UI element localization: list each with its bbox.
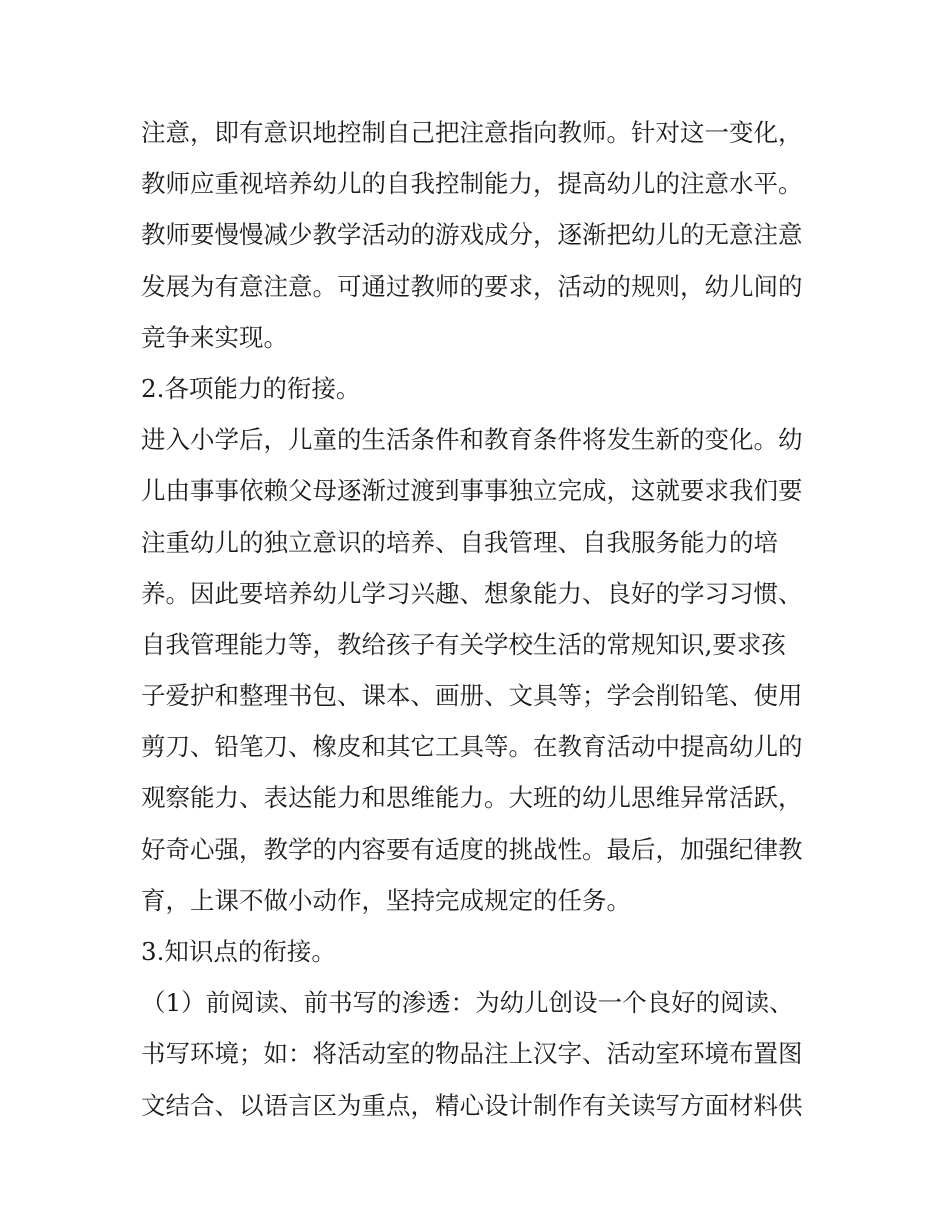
text-line: 观察能力、表达能力和思维能力。大班的幼儿思维异常活跃，	[141, 783, 803, 813]
text-line: 书写环境；如：将活动室的物品注上汉字、活动室环境布置图	[141, 1039, 803, 1069]
text-line: 自我管理能力等，教给孩子有关学校生活的常规知识,要求孩	[141, 629, 786, 659]
text-line: 进入小学后，儿童的生活条件和教育条件将发生新的变化。幼	[141, 425, 803, 455]
text-line: 教师应重视培养幼儿的自我控制能力，提高幼儿的注意水平。	[141, 169, 803, 199]
text-line: 好奇心强，教学的内容要有适度的挑战性。最后，加强纪律教	[141, 834, 803, 864]
text-line: 发展为有意注意。可通过教师的要求，活动的规则，幼儿间的	[141, 271, 803, 301]
text-line: 子爱护和整理书包、课本、画册、文具等；学会削铅笔、使用	[141, 681, 803, 711]
text-line: 注重幼儿的独立意识的培养、自我管理、自我服务能力的培	[141, 527, 778, 557]
section-heading-2: 2.各项能力的衔接。	[141, 373, 361, 403]
text-line: 儿由事事依赖父母逐渐过渡到事事独立完成，这就要求我们要	[141, 476, 803, 506]
text-line: 注意，即有意识地控制自己把注意指向教师。针对这一变化，	[141, 118, 803, 147]
text-line: 育，上课不做小动作，坚持完成规定的任务。	[141, 885, 631, 915]
section-heading-3: 3.知识点的衔接。	[141, 937, 336, 966]
document-body	[141, 107, 831, 1131]
text-line: 养。因此要培养幼儿学习兴趣、想象能力、良好的学习习惯、	[141, 578, 803, 608]
text-line: 竞争来实现。	[141, 322, 288, 352]
text-line: 剪刀、铅笔刀、橡皮和其它工具等。在教育活动中提高幼儿的	[141, 732, 803, 762]
text-line: 文结合、以语言区为重点，精心设计制作有关读写方面材料供	[141, 1090, 803, 1120]
text-line: 教师要慢慢减少教学活动的游戏成分，逐渐把幼儿的无意注意	[141, 220, 803, 250]
text-line: （1）前阅读、前书写的渗透：为幼儿创设一个良好的阅读、	[141, 988, 794, 1018]
